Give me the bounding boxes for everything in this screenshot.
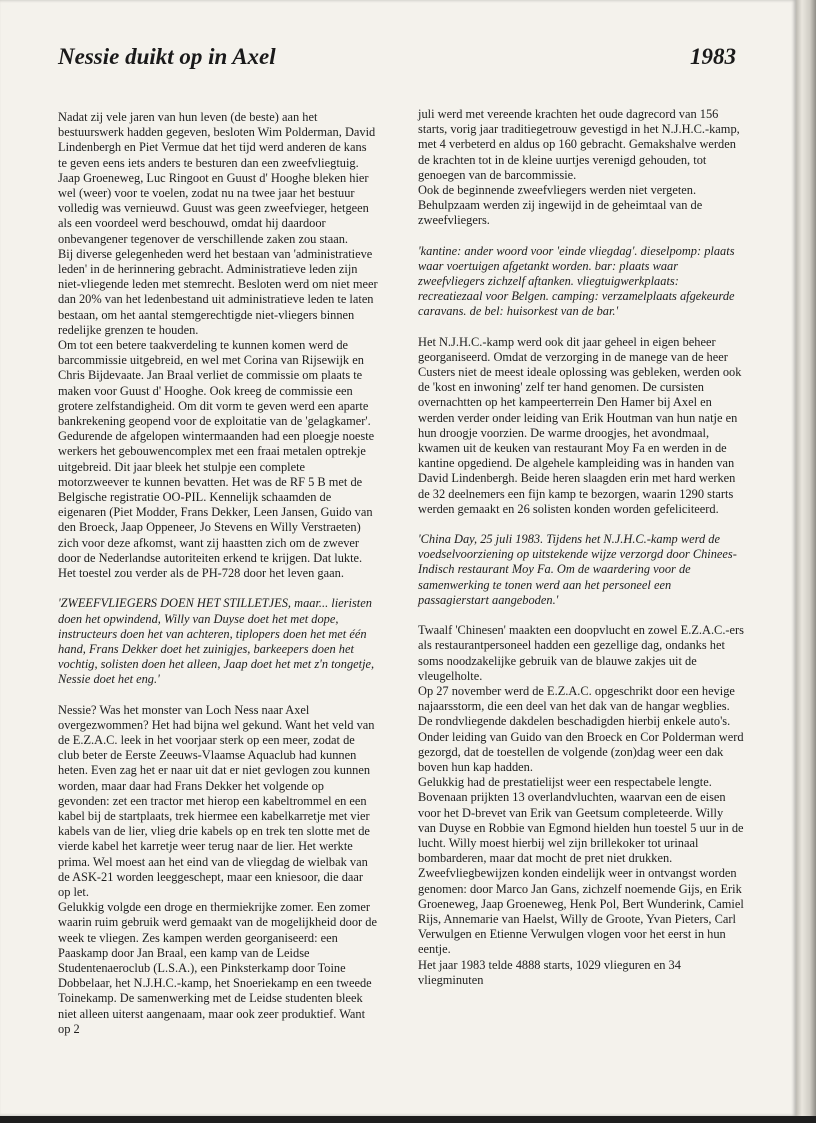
- right-column: [418, 107, 744, 988]
- quote-paragraph: 'China Day, 25 juli 1983. Tijdens het N.J.H.C.-kamp werd de voedselvoorziening op uitstekende wijze verzorgd door Chinees-Indisch restaurant Moy Fa. Om de waardering voor de samenwerking te tonen werd aan het personeel een passagierstart aangeboden.': [418, 532, 737, 607]
- page-edge: [796, 0, 816, 1123]
- quote-paragraph: 'ZWEEFVLIEGERS DOEN HET STILLETJES, maar... lieristen doen het opwindend, Willy van Duyse doet het met dope, instructeurs doen het van achteren, tiplopers doen het met één hand, Frans Dekker doet het zuinigjes, barkeepers doen het vochtig, solisten doen het alleen, Jaap doet het met z'n tongetje, Nessie doet het eng.': [58, 596, 375, 687]
- paragraph: Gelukkig volgde een droge en thermiekrijke zomer. Een zomer waarin ruim gebruik werd gemaakt van de mogelijkheid door de week te vliegen. Zes kampen werden georganiseerd: een Paaskamp door Jan Braal, een kamp van de Leidse Studentenaeroclub (L.S.A.), een Pinksterkamp door Toine Dobbelaar, het N.J.H.C.-kamp, het Snoeriekamp en een tweede Toinekamp. De samenwerking met de Leidse studenten bleek niet alleen uiterst aangenaam, maar ook zeer produktief. Want op 2: [58, 900, 377, 1036]
- paragraph: Nadat zij vele jaren van hun leven (de beste) aan het bestuurswerk hadden gegeven, besloten Wim Polderman, David Lindenbergh en Piet Vermue dat het tijd werd anderen de kans te geven eens iets anders te besturen dan een zweefvliegtuig. Jaap Groeneweg, Luc Ringoot en Guust d' Hooghe bleken hier wel (weer) voor te voelen, zodat nu na twee jaar het bestuur volledig was vernieuwd. Guust was geen zweefvieger, hetgeen als een voordeel werd beschouwd, omdat hij daardoor onbevangener tegenover de verschillende zaken zou staan.: [58, 110, 376, 246]
- paragraph: Op 27 november werd de E.Z.A.C. opgeschrikt door een hevige najaarsstorm, die een deel van het dak van de hangar wegblies. De rondvliegende dakdelen beschadigden hierbij enkele auto's. Onder leiding van Guido van den Broeck en Cor Polderman werd gezorgd, dat de toestellen de volgende (zon)dag weer een dak boven hun kap hadden.: [418, 683, 744, 774]
- paragraph: Het jaar 1983 telde 4888 starts, 1029 vlieguren en 34 vliegminuten: [418, 957, 681, 987]
- paragraph: Gedurende de afgelopen wintermaanden had een ploegje noeste werkers het gebouwencomplex met een fraai metalen optrekje uitgebreid. Dit jaar bleek het stulpje een complete motorzweever te kunnen bevatten. Het was de RF 5 B met de Belgische registratie OO-PIL. Kennelijk schaamden de eigenaren (Piet Modder, Frans Dekker, Leen Jansen, Guido van den Broeck, Jaap Oppeneer, Jo Stevens en Willy Verstraeten) zich voor deze afkomst, want zij haastten zich om de zwever door de Nederlandse autoriteiten erkend te krijgen. Dat lukte. Het toestel zou verder als de PH-728 door het leven gaan.: [58, 429, 375, 581]
- paragraph: Bij diverse gelegenheden werd het bestaan van 'administratieve leden' in de herinnering gebracht. Administratieve leden zijn niet-vliegende leden met stemrecht. Besloten werd om niet meer dan 20% van het ledenbestand uit administratieve leden te laten bestaan, om het aantal stemgerechtigde niet-vliegers binnen redelijke grenzen te houden.: [58, 246, 378, 337]
- paragraph: Het N.J.H.C.-kamp werd ook dit jaar geheel in eigen beheer georganiseerd. Omdat de verzorging in de manege van de heer Custers niet de meest ideale oplossing was gebleken, werden ook de 'kost en inwoning' zelf ter hand genomen. De cursisten overnachtten op het kampeerterrein Den Hamer bij Axel en werden verder onder leiding van Erik Houtman van hun natje en hun droogje voorzien. De warme droogjes, het avondmaal, kwamen uit de keuken van restaurant Moy Fa en werden in de kantine opgediend. De algehele kampleiding was in handen van David Lindenbergh. Beide heren slaagden erin met hard werken de 32 deelnemers een fijn kamp te bezorgen, waarin 1290 starts werden gemaakt en 26 solisten konden worden gefeliciteerd.: [418, 334, 742, 516]
- paragraph: Gelukkig had de prestatielijst weer een respectabele lengte. Bovenaan prijkten 13 overlandvluchten, waarvan een de eisen voor het D-brevet van Erik van Geetsum completeerde. Willy van Duyse en Robbie van Egmond hielden hun toestel 5 uur in de lucht. Willy moest hierbij wel zijn brillekoker tot urinaal bombarderen, maar dat mocht de pret niet drukken. Zweefvliegbewijzen konden eindelijk weer in ontvangst worden genomen: door Marco Jan Gans, zichzelf noemende Gijs, en Erik Groeneweg, Jaap Groeneweg, Henk Pol, Bert Wunderink, Camiel Rijs, Annemarie van Haelst, Willy de Groote, Yvan Pieters, Carl Verwulgen en Etienne Verwulgen vlogen voor het eerst in hun eentje.: [418, 775, 744, 957]
- paragraph: Nessie? Was het monster van Loch Ness naar Axel overgezwommen? Het had bijna wel gekund. Want het veld van de E.Z.A.C. leek in het voorjaar sterk op een meer, zodat de club beter de Eerste Zeeuws-Vlaamse Aquaclub had kunnen heten. Even zag het er naar uit dat er niet gevlogen zou kunnen worden, maar daar had Frans Dekker het volgende op gevonden: zet een tractor met hierop een kabeltrommel en een kabel bij de startplaats, trek hiermee een kabelkarretje met vier kabels van de lier, vlieg drie kabels op en trek ten slotte met de vierde kabel het karretje weer terug naar de lier. Het werkte prima. Wel moest aan het eind van de vliegdag de wielbak van de ASK-21 worden leeggeschept, maar een kniesoor, die daar op let.: [58, 702, 375, 899]
- article-year: 1983: [690, 44, 736, 69]
- article-title: Nessie duikt op in Axel: [58, 44, 276, 69]
- quote-paragraph: 'kantine: ander woord voor 'einde vliegdag'. dieselpomp: plaats waar voertuigen afgetankt worden. bar: plaats waar zweefvliegers zichzelf aftanken. vliegtuigwerkplaats: recreatiezaal voor Belgen. camping: verzamelplaats afgekeurde caravans. de bel: huisorkest van de bar.': [418, 243, 735, 319]
- paragraph: Ook de beginnende zweefvliegers werden niet vergeten. Behulpzaam werden zij ingewijd in de geheimtaal van de zweefvliegers.: [418, 183, 703, 228]
- left-column: [58, 110, 378, 1037]
- scan-border: [0, 1116, 816, 1123]
- paragraph: Om tot een betere taakverdeling te kunnen komen werd de barcommissie uitgebreid, en wel met Corina van Rijsewijk en Chris Bijdevaate. Jan Braal verliet de commissie om plaats te maken voor Guust d' Hooghe. Ook kreeg de commissie een grotere zelfstandigheid. Om dit vorm te geven werd een aparte bankrekening geopend voor de exploitatie van de 'gelagkamer'.: [58, 338, 371, 429]
- paragraph: Twaalf 'Chinesen' maakten een doopvlucht en zowel E.Z.A.C.-ers als restaurantpersoneel hadden een gezellige dag, ondanks het soms noodzakelijke gebruik van de blauwe zakjes uit de vleugelholte.: [418, 623, 744, 683]
- paragraph: juli werd met vereende krachten het oude dagrecord van 156 starts, vorig jaar traditiegetrouw gevestigd in het N.J.H.C.-kamp, met 4 verbeterd en aldus op 160 gebracht. Gemakshalve werden de krachten tot in de kleine uurtjes verenigd gehouden, tot genoegen van de barcommissie.: [418, 107, 740, 182]
